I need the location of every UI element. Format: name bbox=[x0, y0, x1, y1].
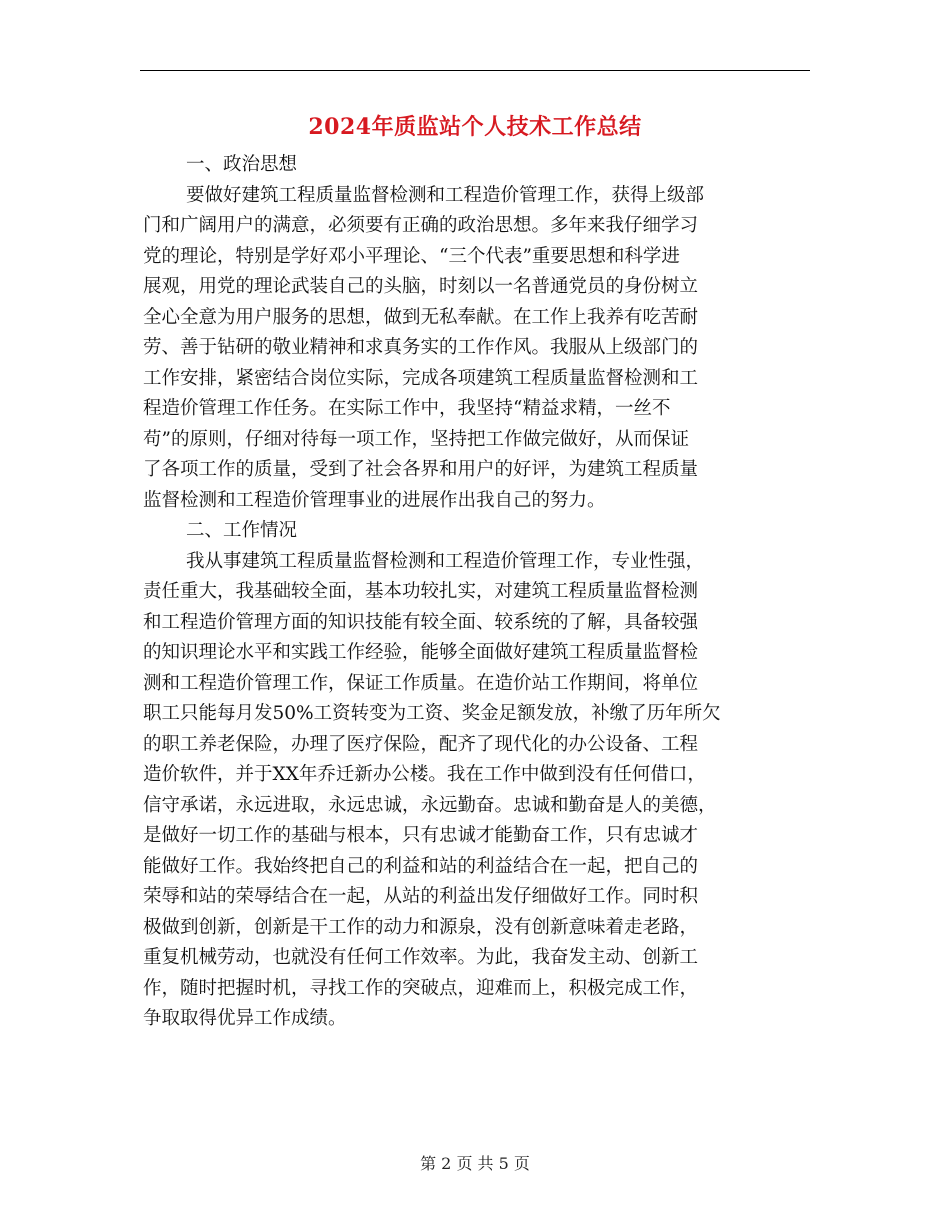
paragraph-line: 能做好工作。我始终把自己的利益和站的利益结合在一起，把自己的 bbox=[143, 855, 699, 877]
paragraph-line: 作，随时把握时机，寻找工作的突破点，迎难而上，积极完成工作， bbox=[143, 977, 699, 999]
section-heading-politics: 一、政治思想 bbox=[186, 154, 298, 175]
paragraph-line: 党的理论，特别是学好邓小平理论、“三个代表”重要思想和科学进 bbox=[143, 245, 680, 267]
paragraph-line: 程造价管理工作任务。在实际工作中，我坚持“精益求精，一丝不 bbox=[143, 398, 671, 419]
paragraph-line: 职工只能每月发50%工资转变为工资、奖金足额发放，补缴了历年所欠 bbox=[143, 703, 721, 724]
paragraph-line: 劳、善于钻研的敬业精神和求真务实的工作作风。我服从上级部门的 bbox=[143, 337, 699, 358]
paragraph-line: 了各项工作的质量，受到了社会各界和用户的好评，为建筑工程质量 bbox=[143, 459, 699, 480]
paragraph-line: 展观，用党的理论武装自己的头脑，时刻以一名普通党员的身份树立 bbox=[143, 276, 699, 297]
paragraph-line: 的知识理论水平和实践工作经验，能够全面做好建筑工程质量监督检 bbox=[143, 642, 699, 663]
paragraph-line: 工作安排，紧密结合岗位实际，完成各项建筑工程质量监督检测和工 bbox=[143, 367, 699, 389]
paragraph-line: 重复机械劳动，也就没有任何工作效率。为此，我奋发主动、创新工 bbox=[143, 947, 699, 968]
paragraph-line: 监督检测和工程造价管理事业的进展作出我自己的努力。 bbox=[143, 489, 606, 511]
paragraph-line: 责任重大，我基础较全面，基本功较扎实，对建筑工程质量监督检测 bbox=[143, 581, 699, 602]
paragraph-line: 我从事建筑工程质量监督检测和工程造价管理工作，专业性强， bbox=[186, 550, 705, 572]
document-body bbox=[143, 150, 807, 1035]
header-rule bbox=[140, 70, 810, 71]
paragraph-line: 全心全意为用户服务的思想，做到无私奉献。在工作上我养有吃苦耐 bbox=[143, 306, 699, 328]
paragraph-line: 门和广阔用户的满意，必须要有正确的政治思想。多年来我仔细学习 bbox=[143, 215, 699, 236]
paragraph-line: 测和工程造价管理工作，保证工作质量。在造价站工作期间，将单位 bbox=[143, 672, 699, 694]
paragraph-line: 造价软件，并于XX年乔迁新办公楼。我在工作中做到没有任何借口， bbox=[143, 764, 706, 785]
paragraph-line: 信守承诺，永远进取，永远忠诚，永远勤奋。忠诚和勤奋是人的美德， bbox=[143, 794, 717, 816]
paragraph-line: 争取取得优异工作成绩。 bbox=[143, 1008, 347, 1029]
paragraph-line: 要做好建筑工程质量监督检测和工程造价管理工作，获得上级部 bbox=[186, 184, 705, 206]
paragraph-line: 荣辱和站的荣辱结合在一起，从站的利益出发仔细做好工作。同时积 bbox=[143, 886, 699, 907]
paragraph-line: 是做好一切工作的基础与根本，只有忠诚才能勤奋工作，只有忠诚才 bbox=[143, 825, 699, 846]
page-number: 第 2 页 共 5 页 bbox=[420, 1154, 530, 1173]
document-title: 2024年质监站个人技术工作总结 bbox=[308, 114, 642, 140]
paragraph-line: 苟”的原则，仔细对待每一项工作，坚持把工作做完做好，从而保证 bbox=[143, 428, 689, 450]
paragraph-line: 和工程造价管理方面的知识技能有较全面、较系统的了解，具备较强 bbox=[143, 611, 699, 633]
paragraph-line: 极做到创新，创新是干工作的动力和源泉，没有创新意味着走老路， bbox=[143, 916, 699, 938]
paragraph-line: 的职工养老保险，办理了医疗保险，配齐了现代化的办公设备、工程 bbox=[143, 733, 699, 755]
section-heading-work: 二、工作情况 bbox=[186, 520, 298, 541]
